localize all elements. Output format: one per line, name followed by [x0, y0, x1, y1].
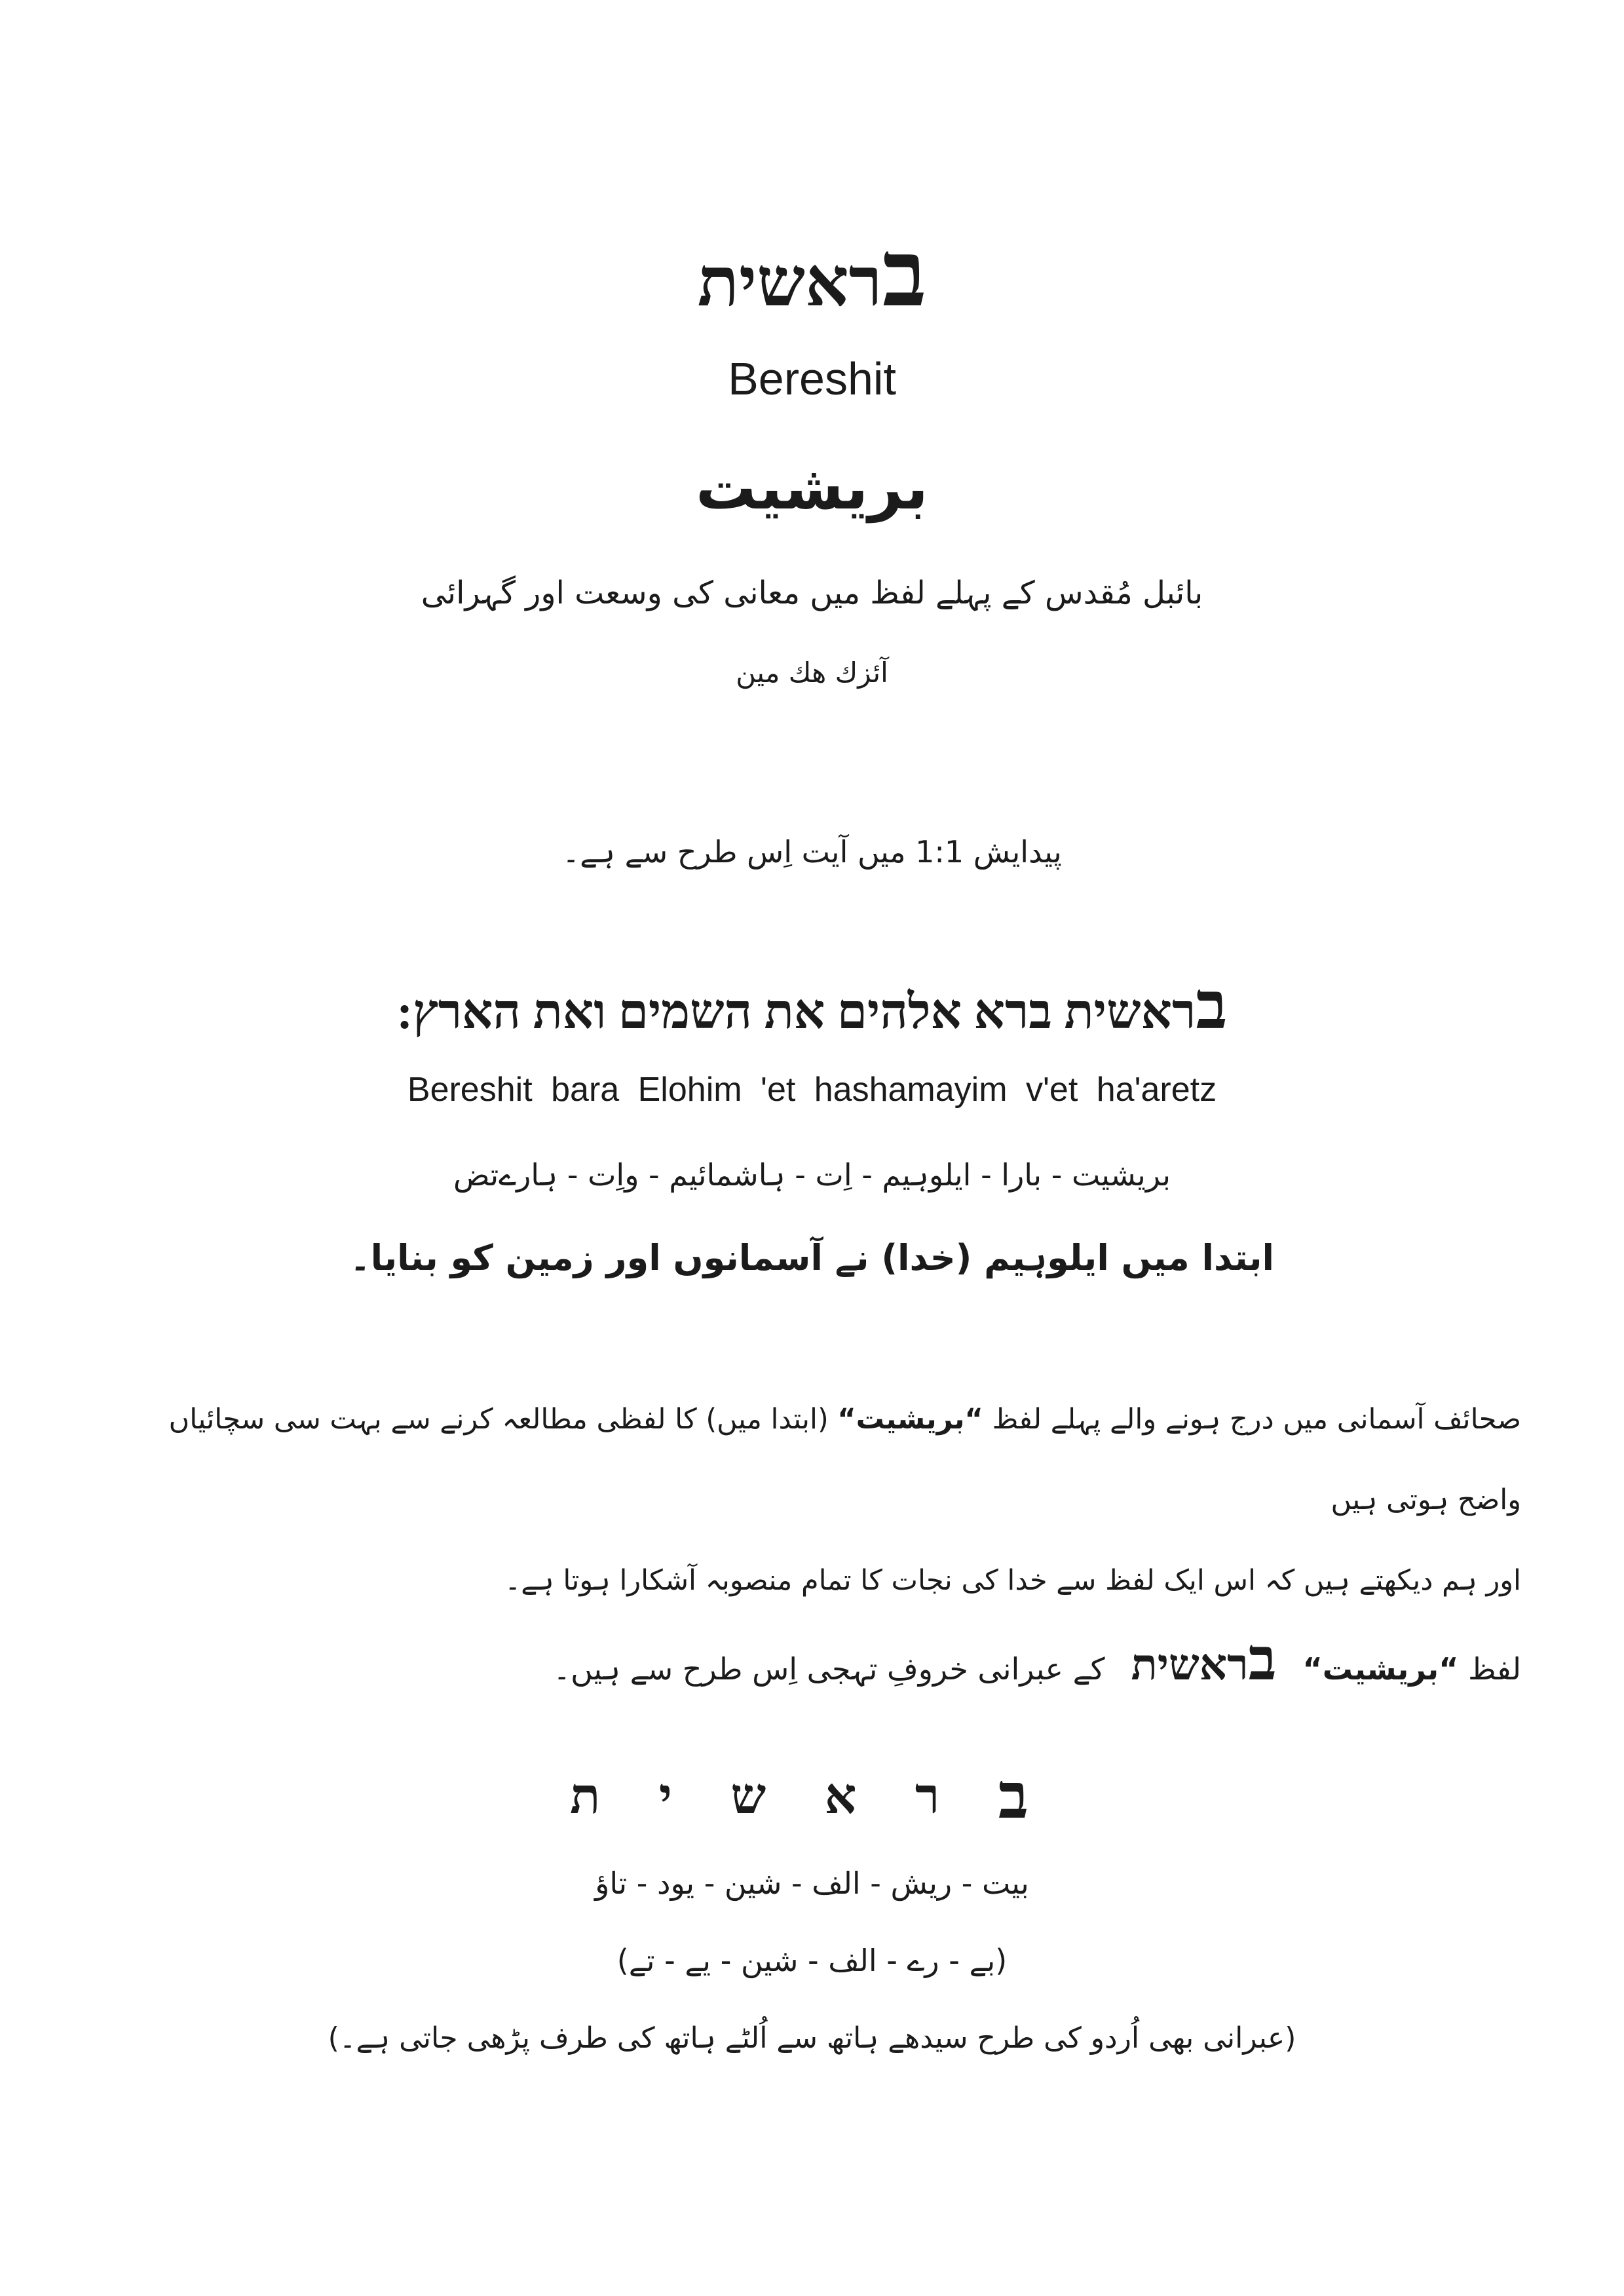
paragraph-line-1-before: صحائف آسمانی میں درج ہونے والے پہلے لفظ	[992, 1403, 1521, 1436]
letter-sounds: (بے - رے - الف - شین - یے - تے)	[616, 1943, 1008, 1978]
body-paragraph	[119, 1379, 1521, 1621]
paragraph-line-2: اور ہم دیکھتے ہیں کہ اس ایک لفظ سے خدا کی نجات کا تمام منصوبہ آشکارا ہوتا ہے۔	[504, 1564, 1521, 1597]
title-hebrew-rest: ראשית	[697, 245, 882, 320]
verse-urdu-translation: ابتدا میں ایلوہیم (خدا) نے آسمانوں اور زمین کو بنایا۔	[349, 1237, 1275, 1278]
title-hebrew-first-letter: ב	[882, 224, 927, 326]
title-transliteration: Bereshit	[728, 353, 896, 404]
hebrew-letter-bet: ב	[998, 1761, 1029, 1831]
title-hebrew	[0, 224, 1624, 326]
letters-intro-after: کے عبرانی خروفِ تہجی اِس طرح سے ہیں۔	[553, 1651, 1105, 1687]
letters-intro-hebrew-word	[1131, 1628, 1277, 1693]
verse-intro: پیدایش 1:1 میں آیت اِس طرح سے ہے۔	[562, 834, 1062, 870]
reading-direction-note: (عبرانی بھی اُردو کی طرح سیدھے ہاتھ سے اُلٹے ہاتھ کی طرف پڑھی جاتی ہے۔)	[328, 2021, 1296, 2055]
hebrew-letter-alef: א	[824, 1769, 857, 1824]
letters-intro	[119, 1628, 1521, 1693]
verse-hebrew	[0, 971, 1624, 1042]
hebrew-letter-tav: ת	[570, 1769, 601, 1824]
verse-urdu-transliteration: بریشیت - بارا - ایلوہیم - اِت - ہاشمائیم - واِت - ہارےتض	[453, 1157, 1171, 1193]
letters-intro-hebrew-rest: ראשית	[1131, 1641, 1249, 1689]
author: آئزك هك مين	[736, 657, 888, 689]
subtitle: بائبل مُقدس کے پہلے لفظ میں معانی کی وسعت اور گہرائی	[421, 575, 1203, 611]
hebrew-letters-row	[570, 1763, 1029, 1831]
hebrew-letter-yod: י	[658, 1769, 672, 1824]
letters-intro-highlight: “بریشیت“	[1302, 1651, 1459, 1687]
verse-transliteration: Bereshit bara Elohim 'et hashamayim v'et ha'aretz	[407, 1071, 1217, 1109]
letters-intro-before: لفظ	[1468, 1651, 1521, 1687]
hebrew-letter-shin: ש	[730, 1769, 766, 1824]
paragraph-line-1-after: (ابتدا میں) کا لفظی مطالعہ کرنے سے بہت سی سچائیاں واضح ہوتی ہیں	[168, 1403, 1521, 1516]
verse-hebrew-rest: ראשית ברא אלהים את השמים ואת הארץ:	[396, 985, 1196, 1039]
letter-names: بیت - ریش - الف - شین - یود - تاؤ	[595, 1866, 1029, 1901]
paragraph-line-1	[119, 1379, 1521, 1540]
paragraph-highlight-word: “بریشیت“	[837, 1403, 983, 1436]
verse-hebrew-first-letter: ב	[1196, 970, 1228, 1043]
title-urdu: بریشیت	[696, 453, 928, 523]
hebrew-letter-resh: ר	[915, 1769, 940, 1824]
letters-intro-hebrew-first-letter: ב	[1248, 1628, 1277, 1693]
